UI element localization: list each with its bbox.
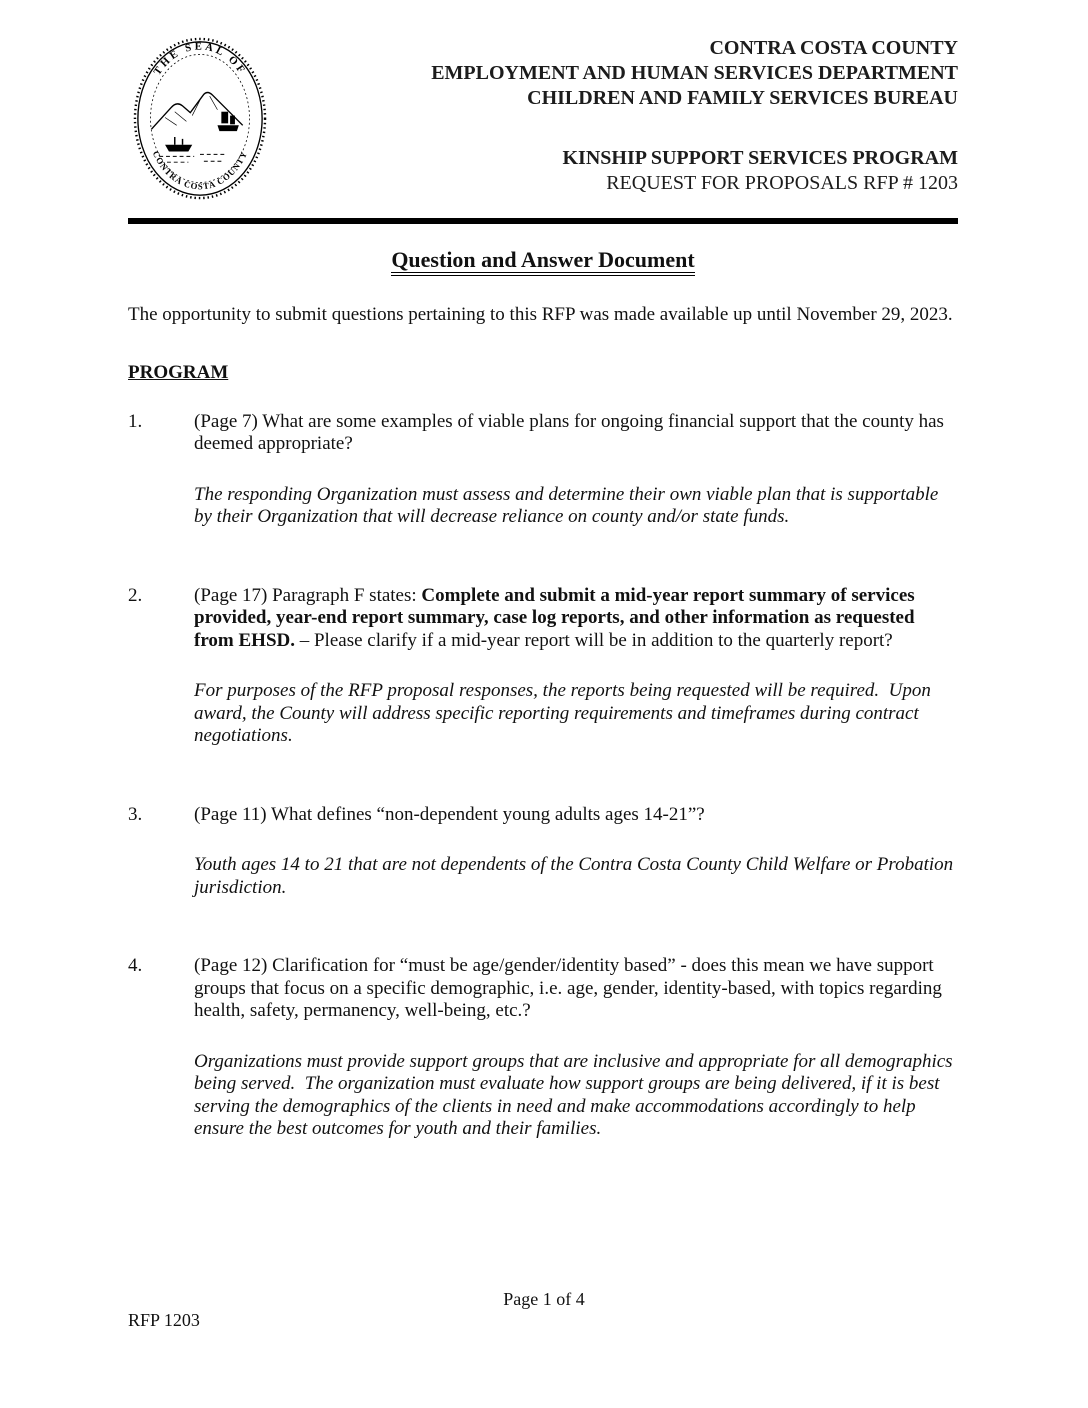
answer-text: Youth ages 14 to 21 that are not dependents of the Contra Costa County Child Welfare or Probation jurisdiction. xyxy=(194,854,958,898)
answer-text: The responding Organization must assess and determine their own viable plan that is supportable by their Organization that will decrease reliance on county and/or state funds. xyxy=(194,483,944,527)
page-title-text: Question and Answer Document xyxy=(391,247,694,276)
answer-text: Organizations must provide support groups that are inclusive and appropriate for all demographics being served. The organization must evaluate how support groups are being delivered, if it is best serving the demographics of the clients in need and make accommodations accordingly to help ensure the best outcomes for youth and their families. xyxy=(194,1050,958,1139)
question-text-regular: (Page 17) Paragraph F states: xyxy=(194,584,422,606)
header-org-line-2: EMPLOYMENT AND HUMAN SERVICES DEPARTMENT xyxy=(431,62,958,84)
page-title xyxy=(128,247,958,273)
question-text-bold: Complete and submit a mid-year report summary of services provided, year-end report summary, case log reports, and other information as requested from EHSD. xyxy=(194,584,920,651)
program-title: KINSHIP SUPPORT SERVICES PROGRAM xyxy=(562,147,958,169)
section-heading-program xyxy=(128,362,958,384)
svg-text:THE SEAL OF: THE SEAL OF xyxy=(151,40,249,78)
question-row xyxy=(128,804,958,827)
question-row xyxy=(128,955,958,1023)
svg-text:CONTRA COSTA COUNTY: CONTRA COSTA COUNTY xyxy=(150,149,250,192)
header-org-line-3: CHILDREN AND FAMILY SERVICES BUREAU xyxy=(527,87,958,109)
intro-paragraph: The opportunity to submit questions pertaining to this RFP was made available up until November 29, 2023. xyxy=(128,304,953,325)
question-text: (Page 7) What are some examples of viable plans for ongoing financial support that the county has deemed appropriate? xyxy=(194,410,949,454)
qa-item-1 xyxy=(128,411,958,529)
question-text: (Page 11) What defines “non-dependent young adults ages 14-21”? xyxy=(194,803,705,825)
answer-text: For purposes of the RFP proposal responses, the reports being requested will be required. Upon award, the County will address specific reporting requirements and timeframes during contract negotiations. xyxy=(194,680,936,746)
question-row xyxy=(128,411,958,456)
qa-item-4 xyxy=(128,955,958,1141)
question-text-regular: – Please clarify if a mid-year report will be in addition to the quarterly report? xyxy=(294,629,893,651)
item-number: 4. xyxy=(128,955,143,976)
header-divider-rule xyxy=(128,218,958,224)
question-row xyxy=(128,585,958,653)
question-text: (Page 12) Clarification for “must be age/gender/identity based” - does this mean we have support groups that focus on a specific demographic, i.e. age, gender, identity-based, with topics regarding health, safety, permanency, well-being, etc.? xyxy=(194,955,947,1021)
header-org-line-1: CONTRA COSTA COUNTY xyxy=(709,37,958,59)
item-number: 1. xyxy=(128,410,143,432)
footer-doc-ref: RFP 1203 xyxy=(128,1310,200,1330)
page-number: Page 1 of 4 xyxy=(503,1289,585,1309)
header-text-block xyxy=(272,36,958,196)
qa-item-3 xyxy=(128,804,958,900)
qa-list xyxy=(128,411,958,1141)
item-number: 3. xyxy=(128,803,143,825)
county-seal-graphic xyxy=(132,36,268,201)
county-seal-icon xyxy=(132,36,272,206)
qa-item-2 xyxy=(128,585,958,748)
section-heading-text: PROGRAM xyxy=(128,361,229,383)
item-number: 2. xyxy=(128,584,143,606)
document-header xyxy=(128,36,958,206)
question-text xyxy=(194,585,958,653)
rfp-number-line: REQUEST FOR PROPOSALS RFP # 1203 xyxy=(606,172,958,194)
